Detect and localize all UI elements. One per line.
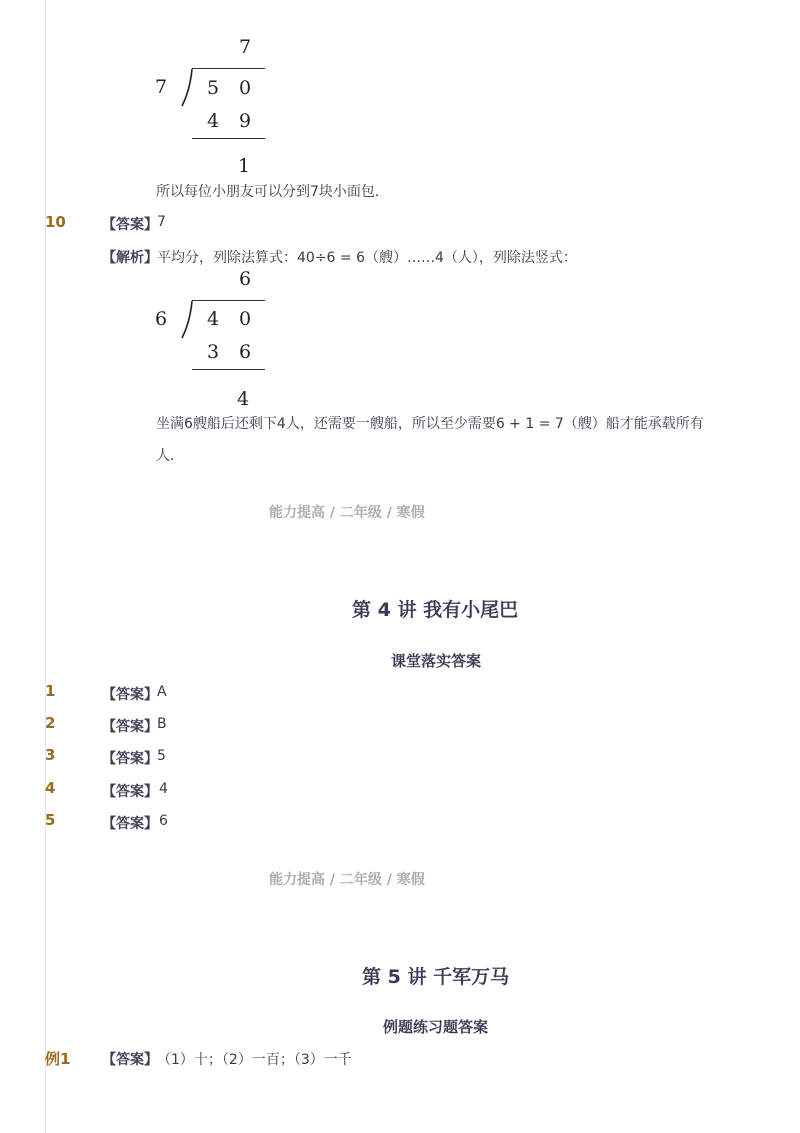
answer-tag: 【答案】 (102, 816, 158, 832)
question-number: 5 (45, 811, 56, 829)
lecture-title: 第 5 讲 千军万马 (362, 966, 510, 988)
product-digit: 6 (239, 341, 252, 363)
remainder: 4 (237, 388, 250, 410)
subtraction-line (192, 138, 265, 139)
answer-value: B (157, 716, 167, 732)
question-number: 2 (45, 714, 56, 732)
answer-value: A (157, 684, 167, 700)
remainder: 1 (238, 155, 251, 177)
answer-tag: 【答案】 (102, 217, 158, 233)
question-number: 1 (45, 682, 56, 700)
page-footer: 能力提高 / 二年级 / 寒假 (269, 872, 425, 888)
answer-tag: 【答案】 (102, 719, 158, 735)
division-bracket (180, 68, 194, 108)
analysis-text: 平均分，列除法算式：40÷6 = 6（艘）……4（人），列除法竖式： (157, 250, 577, 266)
lecture-title: 第 4 讲 我有小尾巴 (352, 599, 519, 621)
dividend-digit: 5 (207, 77, 220, 99)
dividend-digit: 0 (239, 308, 252, 330)
conclusion-text: 所以每位小朋友可以分到7块小面包． (156, 184, 389, 200)
division-bar (192, 68, 265, 69)
analysis-tag: 【解析】 (102, 250, 158, 266)
question-number: 10 (45, 213, 66, 231)
answer-tag: 【答案】 (102, 751, 158, 767)
answer-value: 5 (157, 748, 166, 764)
answer-tag: 【答案】 (102, 687, 158, 703)
answer-tag: 【答案】 (102, 1052, 158, 1068)
margin-line (45, 0, 46, 1133)
subtraction-line (192, 369, 265, 370)
dividend-digit: 0 (239, 77, 252, 99)
question-number: 4 (45, 779, 56, 797)
answer-value: 4 (159, 781, 168, 797)
section-title: 课堂落实答案 (391, 652, 482, 670)
division-bracket (180, 300, 194, 340)
answer-value: 6 (159, 813, 168, 829)
explanation-line-1: 坐满6艘船后还剩下4人，还需要一艘船，所以至少需要6 + 1 = 7（艘）船才能承载所有 (156, 416, 704, 432)
answer-tag: 【答案】 (102, 784, 158, 800)
section-title: 例题练习题答案 (383, 1018, 489, 1036)
division-bar (192, 300, 265, 301)
dividend-digit: 4 (207, 308, 220, 330)
page-footer: 能力提高 / 二年级 / 寒假 (269, 505, 425, 521)
product-digit: 9 (239, 110, 252, 132)
product-digit: 3 (207, 341, 220, 363)
example-number: 例1 (45, 1050, 71, 1068)
quotient: 7 (239, 36, 252, 58)
explanation-line-2: 人． (156, 448, 184, 464)
answer-value: 7 (157, 214, 166, 230)
question-number: 3 (45, 746, 56, 764)
quotient: 6 (239, 268, 252, 290)
divisor: 6 (155, 308, 168, 330)
product-digit: 4 (207, 110, 220, 132)
divisor: 7 (155, 76, 168, 98)
answer-value: （1）十；（2）一百；（3）一千 (157, 1052, 352, 1068)
